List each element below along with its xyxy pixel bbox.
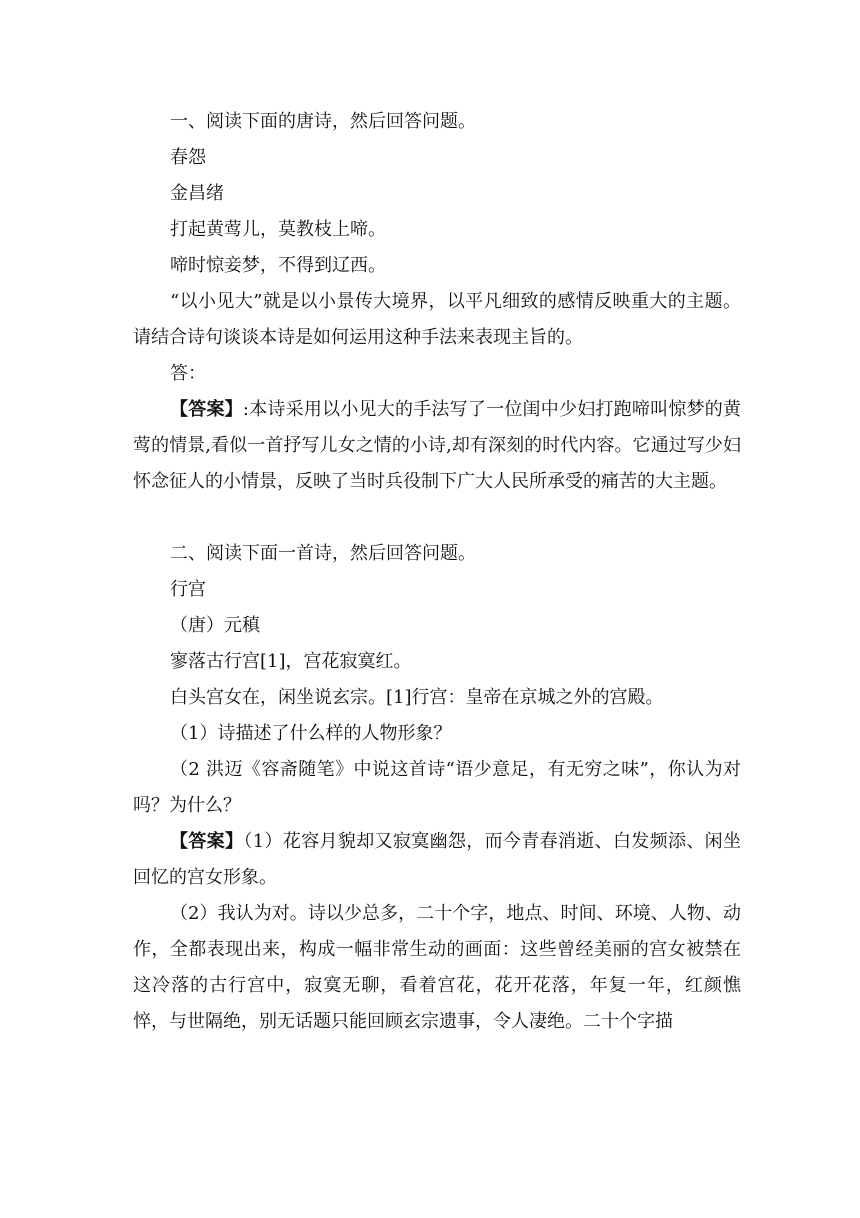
answer-text: :本诗采用以小见大的手法写了一位闺中少妇打跑啼叫惊梦的黄莺的情景,看似一首抒写儿女之情的小诗,却有深刻的时代内容。它通过写少妇怀念征人的小情景，反映了当时兵役制下广大人民所承受的痛苦的大主题。 xyxy=(133,399,742,492)
section1-poem-line: 啼时惊妾梦，不得到辽西。 xyxy=(170,255,386,276)
document-page xyxy=(133,104,741,1040)
section1-heading: 一、阅读下面的唐诗，然后回答问题。 xyxy=(170,111,476,132)
answer-text: （1）花容月貌却又寂寞幽怨，而今青春消逝、白发频添、闲坐回忆的宫女形象。 xyxy=(133,831,742,888)
answer-label: 【答案】 xyxy=(170,831,244,852)
section2-poem-line: 白头宫女在，闲坐说玄宗。[1]行宫：皇帝在京城之外的宫殿。 xyxy=(170,687,664,708)
answer-label: 【答案】 xyxy=(170,399,243,420)
section2-poem-title: 行宫 xyxy=(170,579,206,600)
section1-question: “以小见大”就是以小景传大境界，以平凡细致的感情反映重大的主题。请结合诗句谈谈本诗是如何运用这种手法来表现主旨的。 xyxy=(133,291,741,348)
section2-question-1: （1）诗描述了什么样的人物形象？ xyxy=(170,723,452,744)
section1-answer xyxy=(133,392,741,500)
section2-poet: （唐）元稹 xyxy=(170,615,260,636)
section2-question-2: （2 洪迈《容斋随笔》中说这首诗“语少意足，有无穷之味”，你认为对吗？为什么？ xyxy=(133,759,741,816)
section1-poem-line: 打起黄莺儿，莫教枝上啼。 xyxy=(170,219,386,240)
section2-answer-1 xyxy=(133,824,741,896)
section1-poet: 金昌绪 xyxy=(170,183,224,204)
section2-answer-2: （2）我认为对。诗以少总多，二十个字，地点、时间、环境、人物、动作，全都表现出来，构成一幅非常生动的画面：这些曾经美丽的宫女被禁在这冷落的古行宫中，寂寞无聊，看着宫花，花开花落，年复一年，红颜憔悴，与世隔绝，别无话题只能回顾玄宗遗事，令人凄绝。二十个字描 xyxy=(133,903,741,1032)
section1-poem-title: 春怨 xyxy=(170,147,206,168)
section2-poem-line: 寥落古行宫[1]，宫花寂寞红。 xyxy=(170,651,412,672)
section-spacer xyxy=(133,500,741,536)
section1-answer-prompt: 答： xyxy=(170,363,206,384)
section2-heading: 二、阅读下面一首诗，然后回答问题。 xyxy=(170,543,476,564)
